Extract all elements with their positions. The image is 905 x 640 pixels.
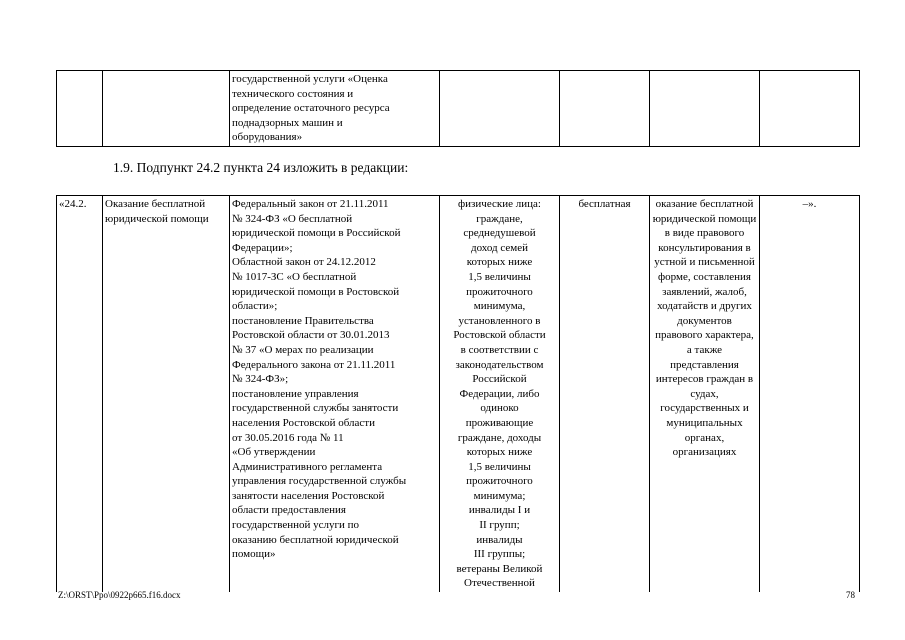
table-cell (760, 196, 860, 593)
table-cell (650, 71, 760, 147)
footer-file-path: Z:\ORST\Ppo\0922p665.f16.docx (58, 590, 181, 600)
table-row (57, 71, 860, 147)
legal-basis: Федеральный закон от 21.11.2011 № 324-ФЗ «О бесплатной юридической помощи в Российской Федерации»; Областной закон от 24.12.2012 № 1017-ЗС «О бесплатной юридической помощи в Ростовской области»; постановление Правительства Ростовской области от 30.01.2013 № 37 «О мерах по реализации Федерального закона от 21.11.2011 № 324-ФЗ»; постановление управления государственной службы занятости населения Ростовской области от 30.05.2016 года № 11 «Об утверждении Административного регламента управления государственной службы занятости населения Ростовской области предоставления государственной услуги по оказанию бесплатной юридической помощи» (232, 198, 407, 561)
table-cell (103, 196, 230, 593)
table-cell (103, 71, 230, 147)
table-cell (650, 196, 760, 593)
service-name: Оказание бесплатной юридической помощи (105, 198, 209, 225)
table-cell (560, 196, 650, 593)
table-cell (230, 71, 440, 147)
service-result: оказание бесплатной юридической помощи в виде правового консультирования в устной и письменной форме, составления заявлений, жалоб, ходатайств и других документов правового характера, а также представления интересов граждан в судах, государственных и муниципальных органах, организациях (652, 198, 757, 459)
cost: бесплатная (578, 198, 631, 210)
table-cell (57, 71, 103, 147)
table-cell (760, 71, 860, 147)
table-row (57, 196, 860, 593)
service-table (56, 195, 860, 592)
page-number: 78 (846, 590, 855, 600)
item-number: «24.2. (59, 198, 87, 210)
table-cell (230, 196, 440, 593)
section-heading: 1.9. Подпункт 24.2 пункта 24 изложить в редакции: (113, 160, 409, 175)
previous-table-fragment (56, 70, 860, 147)
table-cell (440, 196, 560, 593)
row-end-mark: –». (802, 198, 817, 210)
service-name-text: государственной услуги «Оценка технического состояния и определение остаточного ресурса поднадзорных машин и оборудования» (232, 73, 390, 144)
table-cell (560, 71, 650, 147)
table-cell (440, 71, 560, 147)
recipients: физические лица: граждане, среднедушевой доход семей которых ниже 1,5 величины прожиточного минимума, установленного в Ростовской области в соответствии с законодательством Российской Федерации, либо одиноко проживающие граждане, доходы которых ниже 1,5 величины прожиточного минимума; инвалиды I и II групп; инвалиды III группы; ветераны Великой Отечественной (453, 198, 546, 590)
table-cell (57, 196, 103, 593)
